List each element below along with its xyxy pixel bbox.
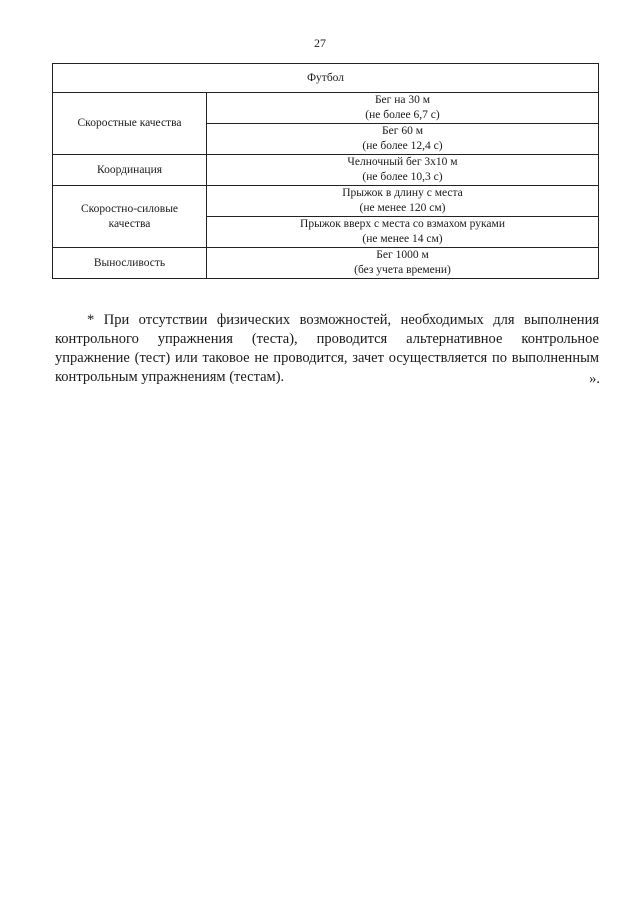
exercise-name: Челночный бег 3x10 м bbox=[347, 156, 458, 168]
exercise-name: Прыжок вверх с места со взмахом руками bbox=[300, 218, 505, 230]
exercise-cell bbox=[207, 155, 599, 186]
page-number: 27 bbox=[314, 36, 326, 50]
table-row bbox=[53, 186, 599, 217]
exercise-name: Прыжок в длину с места bbox=[342, 187, 463, 199]
sport-title: Футбол bbox=[53, 64, 599, 93]
exercise-norm: (не более 12,4 с) bbox=[362, 140, 443, 152]
exercise-norm: (не менее 14 см) bbox=[362, 233, 443, 245]
table-title-row bbox=[53, 64, 599, 93]
table-row bbox=[53, 248, 599, 279]
exercise-name: Бег на 30 м bbox=[374, 94, 431, 106]
exercise-cell bbox=[207, 93, 599, 124]
exercise-norm: (не более 6,7 с) bbox=[365, 109, 440, 121]
category-speed: Скоростные качества bbox=[53, 93, 207, 155]
exercise-cell bbox=[207, 124, 599, 155]
exercise-norm: (не менее 120 см) bbox=[359, 202, 446, 214]
closing-quote: ». bbox=[589, 371, 600, 387]
exercise-name: Бег 60 м bbox=[382, 125, 423, 137]
table-row bbox=[53, 93, 599, 124]
exercise-cell bbox=[207, 217, 599, 248]
category-coordination: Координация bbox=[53, 155, 207, 186]
exercise-cell bbox=[207, 186, 599, 217]
category-line: Скоростно-силовые bbox=[80, 202, 179, 215]
exercise-cell bbox=[207, 248, 599, 279]
norms-table bbox=[52, 63, 599, 279]
exercise-norm: (не более 10,3 с) bbox=[362, 171, 443, 183]
category-line: качества bbox=[108, 217, 151, 230]
table-row bbox=[53, 155, 599, 186]
exercise-name: Бег 1000 м bbox=[376, 249, 429, 261]
footnote-paragraph: * При отсутствии физических возможностей, необходимых для выполнения контрольного упражнения (теста), проводится альтернативное контрольное упражнение (тест) или таковое не проводится, зачет осуществляется по выполненным контрольным упражнениям (тестам). bbox=[55, 311, 599, 385]
exercise-norm: (без учета времени) bbox=[354, 264, 451, 276]
category-endurance: Выносливость bbox=[53, 248, 207, 279]
category-speed-strength bbox=[53, 186, 207, 248]
